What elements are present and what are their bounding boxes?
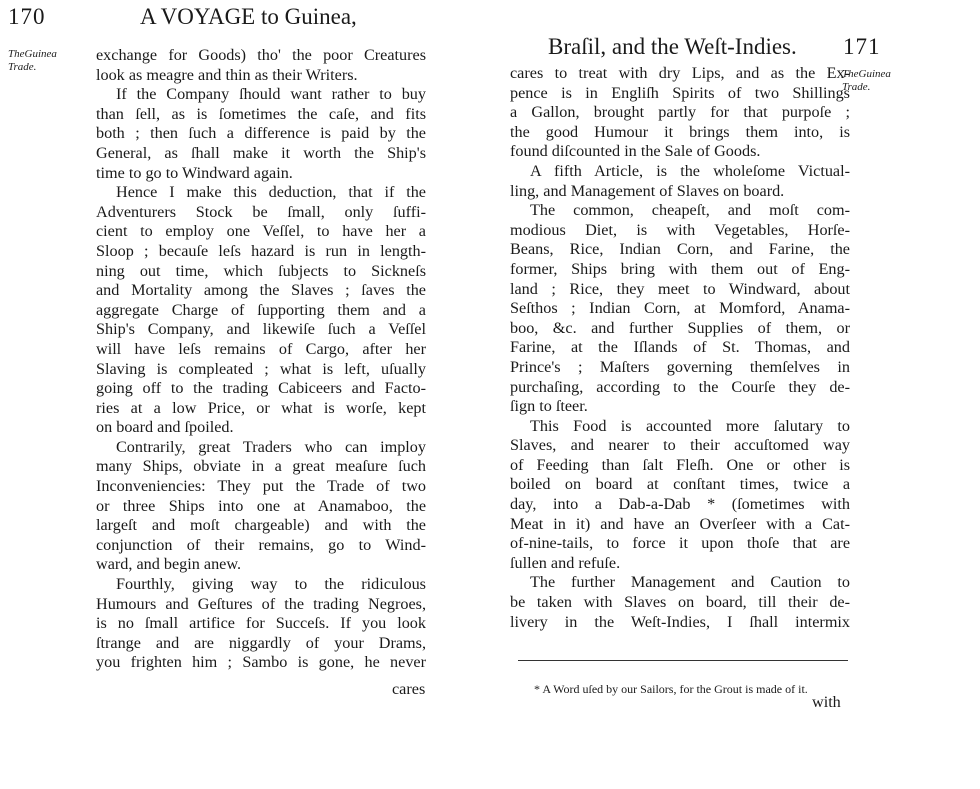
margin-note-line: Trade. (842, 81, 871, 93)
text-line: exchange for Goods) tho' the poor Creatures (96, 46, 426, 64)
right-page (490, 0, 980, 789)
text-line: Ship's Company, and likewiſe ſuch a Veſſel (96, 320, 426, 339)
text-line: be taken with Slaves on board, till their de- (510, 593, 850, 612)
text-line: time to go to Windward again. (96, 163, 293, 182)
text-line: purchaſing, according to the Courſe they de- (510, 377, 850, 396)
text-line: Meat in it) and have an Overſeer with a Cat- (510, 514, 850, 533)
text-line: of-nine-tails, to force it upon thoſe that are (510, 534, 850, 553)
text-line: modious Diet, is with Vegetables, Horſe- (510, 220, 850, 239)
text-line: Hence I make this deduction, that if the (116, 183, 426, 202)
text-line: largeſt and moſt chargeable) and with the (96, 516, 426, 535)
text-line: found diſcounted in the Sale of Goods. (510, 142, 761, 161)
margin-note (8, 48, 68, 74)
text-line: Seſthos ; Indian Corn, at Momford, Anama- (510, 299, 850, 318)
text-line: cares to treat with dry Lips, and as the Ex- (510, 64, 850, 82)
left-page (0, 0, 470, 789)
text-line: or three Ships into one at Anamaboo, the (96, 496, 426, 515)
right-header (490, 4, 980, 59)
footnote-rule (518, 660, 848, 661)
text-line: going off to the trading Cabiceers and Facto- (96, 379, 426, 398)
text-line: Slaves, and nearer to their accuſtomed way (510, 436, 850, 455)
text-line: you frighten him ; Sambo is gone, he never (96, 653, 426, 672)
text-line: Contrarily, great Traders who can imploy (116, 437, 426, 456)
text-line: of Feeding than ſalt Fleſh. One or other is (510, 455, 850, 474)
text-line: many Ships, obviate in a great meaſure ſuch (96, 457, 426, 476)
text-line: ſtrange and are niggardly of your Drams, (96, 633, 426, 652)
text-line: cient to employ one Veſſel, to have her a (96, 222, 426, 241)
text-line: ling, and Management of Slaves on board. (510, 181, 785, 200)
text-line: the good Humour it brings them into, is (510, 122, 850, 141)
text-line: Slaving is compleated ; what is left, uſually (96, 359, 426, 378)
text-line: and Mortality among the Slaves ; ſaves the (96, 281, 426, 300)
left-header (0, 4, 470, 44)
text-line: on board and ſpoiled. (96, 418, 234, 437)
catchword: with (812, 693, 841, 711)
page-number: 170 (8, 4, 46, 29)
text-line: Beans, Rice, Indian Corn, and Farine, the (510, 240, 850, 259)
text-line: A fifth Article, is the wholeſome Victual- (530, 161, 850, 180)
catchword: cares (392, 680, 426, 698)
running-head: A VOYAGE to Guinea, (140, 4, 357, 29)
text-line: Inconveniencies: They put the Trade of two (96, 477, 426, 496)
text-line: This Food is accounted more ſalutary to (530, 416, 850, 435)
text-line: Adventurers Stock be ſmall, only ſuffi- (96, 202, 426, 221)
running-head: Braſil, and the Weſt-Indies. (548, 34, 797, 59)
text-line: than ſell, as is ſometimes the caſe, and fits (96, 104, 426, 123)
text-line: ries at a low Price, or what is worſe, kept (96, 398, 426, 417)
text-line: a Gallon, brought partly for that purpoſe ; (510, 103, 850, 122)
text-line: boo, &c. and further Supplies of them, or (510, 318, 850, 337)
text-line: The further Management and Caution to (530, 573, 850, 592)
margin-note (842, 68, 902, 94)
margin-note-line: Trade. (8, 61, 37, 73)
margin-note-line: TheGuinea (8, 48, 57, 60)
text-line: pence is in Engliſh Spirits of two Shillings (510, 83, 850, 102)
text-line: General, as ſhall make it worth the Ship's (96, 143, 426, 162)
text-line: ning out time, which ſubjects to Sickneſs (96, 261, 426, 280)
text-line: Sloop ; becauſe leſs hazard is run in length- (96, 241, 426, 260)
text-line: day, into a Dab-a-Dab * (ſometimes with (510, 495, 850, 514)
text-line: land ; Rice, they meet to Windward, about (510, 279, 850, 298)
text-line: aggregate Charge of ſupporting them and a (96, 300, 426, 319)
text-line: boiled on board at conſtant times, twice a (510, 475, 850, 494)
text-line: look as meagre and thin as their Writers. (96, 65, 358, 84)
right-body-text (510, 64, 850, 632)
text-line: Prince's ; Maſters governing themſelves in (510, 357, 850, 376)
text-line: former, Ships bring with them out of Eng- (510, 259, 850, 278)
text-line: ſign to ſteer. (510, 397, 588, 416)
footnote: * A Word uſed by our Sailors, for the Grout is made of it. (534, 682, 808, 696)
text-line: Fourthly, giving way to the ridiculous (116, 575, 426, 594)
text-line: is no ſmall artifice for Succeſs. If you look (96, 614, 426, 633)
text-line: will have leſs remains of Cargo, after her (96, 339, 426, 358)
text-line: Humours and Geſtures of the trading Negroes, (96, 594, 426, 613)
text-line: Farine, at the Iſlands of St. Thomas, and (510, 338, 850, 357)
text-line: ſullen and refuſe. (510, 553, 621, 572)
margin-note-line: TheGuinea (842, 68, 891, 80)
text-line: livery in the Weſt-Indies, I ſhall intermix (510, 612, 850, 631)
text-line: If the Company ſhould want rather to buy (116, 85, 426, 104)
text-line: The common, cheapeſt, and moſt com- (530, 201, 850, 220)
text-line: ward, and begin anew. (96, 555, 242, 574)
text-line: both ; then ſuch a difference is paid by the (96, 124, 426, 143)
text-line: conjunction of their remains, go to Wind- (96, 535, 426, 554)
page-number: 171 (843, 34, 881, 59)
left-body-text (96, 46, 426, 673)
